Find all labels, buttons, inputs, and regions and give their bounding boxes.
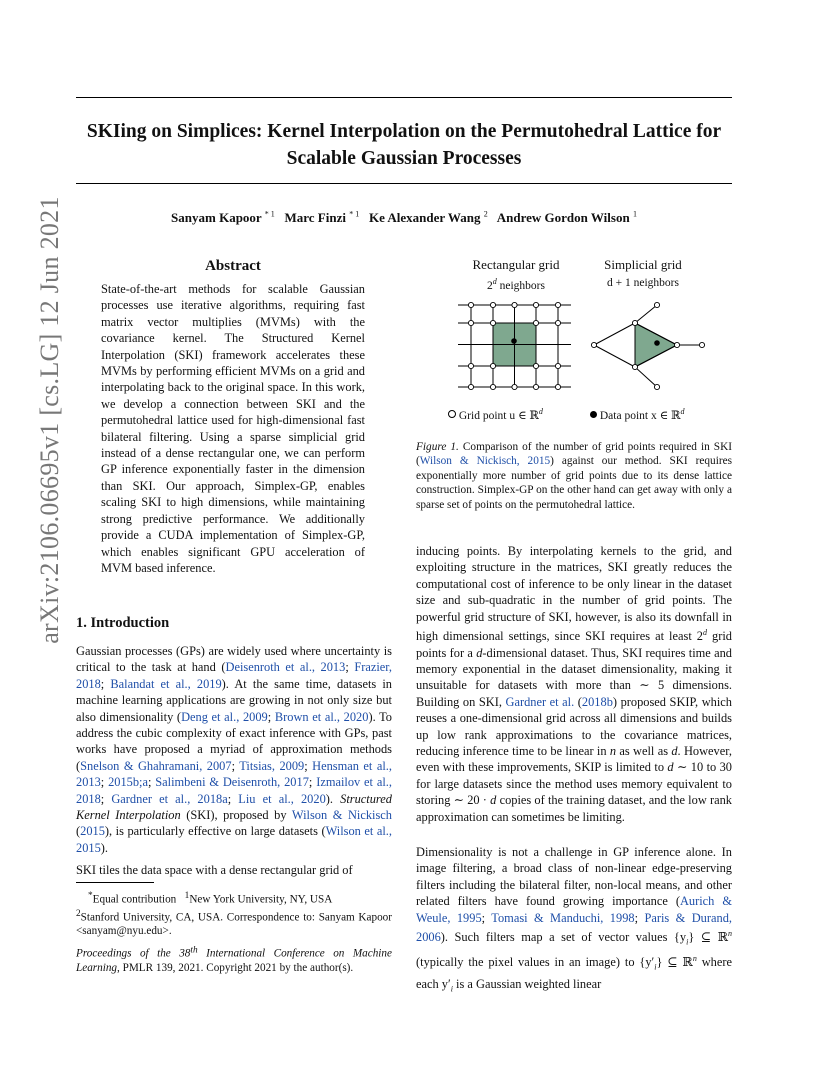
top-rule — [76, 97, 732, 98]
right-paragraph-2: Dimensionality is not a challenge in GP inference alone. In image filtering, a broad class of non-linear edge-preserving filters including the bilateral filter, non-local means, and other related filters have found growing importance (Aurich & Weule, 1995; Tomasi & Manduchi, 1998; Paris & Durand, 2006). Such filters map a set of vector values $\{y_i\}$ ⊆ ℝ$^n$ (typically the pixel values in an image) to $\{y'_i\}$ ⊆ ℝ$^n$ where each $y'_i$ is a Gaussian weighted linear — [416, 845, 732, 994]
author-list — [76, 210, 732, 226]
citation-link[interactable]: Hensman et al., 2013 — [76, 758, 392, 790]
citation-link[interactable]: Deisenroth et al., 2013 — [225, 660, 346, 675]
rectangular-grid — [458, 303, 571, 389]
caption-body: Comparison of the number of grid points required in SKI (Wilson & Nickisch, 2015) against our method. SKI requires exponentially more number of grid points due to its dense lattice construction. Simplex-GP on the other hand can get away with only a sparse set of points on the permutohedral lattice. — [416, 441, 733, 511]
author-2: Marc Finzi $^{* 1}$ — [284, 210, 360, 226]
right-paragraph-1: inducing points. By interpolating kernels to the grid, and exploiting structure in the matrices, SKI greatly reduces the computational cost of inference to be only linear in the dataset size and sub-quadratic in the number of grid points. The powerful grid structure of SKI, however, is also its downfall in high dimensional settings, since SKI requires at least 2$^d$ grid points for a d-dimensional dataset. Thus, SKI requires time and memory exponential in the dataset dimensionality, making it unsuitable for datasets with more than ∼ 5 dimensions. Building on SKI, Gardner et al. (2018b) proposed SKIP, which reuses a one-dimensional grid across all dimensions and builds up low rank approximations to the covariance matrices, reducing inference time to be linear in n as well as d. However, even with these improvements, SKIP is limited to d ∼ 10 to 30 for large datasets since the method uses memory equivalent to storing ∼ 20 · d copies of the training dataset, and the low rank approximation can sometimes be limiting. — [416, 544, 732, 824]
proceedings-note: Proceedings of the 38th International Conference on Machine Learning, PMLR 139, 2021. Copyright 2021 by the author(s). — [76, 945, 392, 974]
citation-link[interactable]: Salimbeni & Deisenroth, 2017 — [155, 775, 309, 790]
abstract-heading: Abstract — [205, 258, 261, 274]
intro-paragraph-2: SKI tiles the data space with a dense rectangular grid of — [76, 863, 353, 877]
intro-heading: 1. Introduction — [76, 615, 170, 631]
footnote-rule — [76, 882, 154, 883]
title-line-1: SKIing on Simplices: Kernel Interpolation on the Permutohedral Lattice for — [86, 121, 722, 142]
citation-link[interactable]: Frazier, 2018 — [76, 660, 392, 691]
citation-link[interactable]: Aurich & Weule, 1995 — [416, 894, 732, 925]
figure-caption — [416, 440, 732, 512]
simplicial-grid — [594, 305, 702, 387]
citation-link[interactable]: Gardner et al. — [505, 694, 575, 709]
footnote-line-1: *Equal contribution $^1$New York University, NY, USA — [88, 891, 333, 906]
citation-link[interactable]: Deng et al., 2009 — [181, 709, 268, 724]
author-3: Ke Alexander Wang $^2$ — [368, 210, 488, 226]
citation-link[interactable]: Brown et al., 2020 — [274, 709, 369, 724]
rect-data-point — [511, 338, 517, 344]
citation-link[interactable]: Tomasi & Manduchi, 1998 — [491, 910, 635, 925]
arxiv-stamp: arXiv:2106.06695v1 [cs.LG] 12 Jun 2021 — [35, 196, 64, 644]
citation-link[interactable]: Paris & Durand, 2006 — [416, 910, 732, 945]
figure-diagram — [440, 295, 720, 405]
author-4: Andrew Gordon Wilson $^1$ — [496, 210, 637, 226]
citation-link[interactable]: Wilson & Nickisch, 2015 — [419, 455, 551, 468]
citation-link[interactable]: 2015 — [80, 824, 105, 839]
footnote — [76, 889, 392, 938]
figure-right-sub: d + 1 neighbors — [607, 277, 679, 289]
data-point-icon — [590, 411, 597, 418]
citation-link[interactable]: Titsias, 2009 — [239, 758, 305, 773]
author-1: Sanyam Kapoor $^{* 1}$ — [171, 210, 275, 226]
grid-point-icon — [448, 410, 456, 418]
simplicial-data-point — [654, 340, 660, 346]
citation-link[interactable]: Liu et al., 2020 — [238, 791, 326, 806]
legend-data-point: Data point x ∈ ℝ$^d$ — [590, 407, 685, 422]
intro-paragraph-1 — [76, 643, 392, 856]
citation-link[interactable]: Balandat et al., 2019 — [110, 676, 222, 691]
citation-link[interactable]: Izmailov et al., 2018 — [76, 775, 392, 806]
citation-link[interactable]: 2015b;a — [108, 775, 148, 790]
citation-link[interactable]: 2018b — [581, 694, 613, 709]
figure-right-label: Simplicial grid — [604, 257, 682, 272]
title-bottom-rule — [76, 183, 732, 184]
citation-link[interactable]: Gardner et al., 2018a — [111, 791, 228, 806]
legend-grid-point: Grid point u ∈ ℝ$^d$ — [448, 407, 543, 422]
footnote-line-2: $^2$Stanford University, CA, USA. Correspondence to: Sanyam Kapoor <sanyam@nyu.edu>. — [76, 908, 392, 938]
figure-left-sub: 2$^d$ neighbors — [487, 277, 545, 292]
caption-label: Figure 1. — [416, 441, 459, 453]
figure-left-label: Rectangular grid — [472, 257, 560, 272]
abstract-text: State-of-the-art methods for scalable Gaussian processes use iterative algorithms, requiring fast matrix vector multiplies (MVMs) with the covariance kernel. The Structured Kernel Interpolation (SKI) framework accelerates these MVMs by performing efficient MVMs on a grid and interpolating back to the original space. In this work, we develop a connection between SKI and the permutohedral lattice used for high-dimensional fast bilateral filtering. Using a sparse simplicial grid instead of a dense rectangular one, we can perform GP inference exponentially faster in the dimension than SKI. Our approach, Simplex-GP, enables scaling SKI to high dimensions, while maintaining strong predictive performance. We additionally provide a CUDA implementation of Simplex-GP, which enables significant GPU acceleration of MVM based inference. — [101, 282, 365, 575]
citation-link[interactable]: Snelson & Ghahramani, 2007 — [80, 758, 232, 773]
citation-link[interactable]: Wilson et al., 2015 — [76, 824, 392, 855]
citation-link[interactable]: Wilson & Nickisch — [291, 808, 392, 823]
intro-p1-body: Gaussian processes (GPs) are widely used where uncertainty is critical to the task at hand (Deisenroth et al., 2013; Frazier, 2018; Balandat et al., 2019). At the same time, datasets in machine learning applications are growing in not only size but also dimensionality (Deng et al., 2009; Brown et al., 2020). To address the cubic complexity of exact inference with GPs, past works have proposed a myriad of approximation methods (Snelson & Ghahramani, 2007; Titsias, 2009; Hensman et al., 2013; 2015b;a; Salimbeni & Deisenroth, 2017; Izmailov et al., 2018; Gardner et al., 2018a; Liu et al., 2020). Structured Kernel Interpolation (SKI), proposed by Wilson & Nickisch (2015), is particularly effective on large datasets (Wilson et al., 2015). — [76, 644, 392, 855]
paper-title — [76, 118, 732, 172]
title-line-2: Scalable Gaussian Processes — [286, 148, 522, 169]
